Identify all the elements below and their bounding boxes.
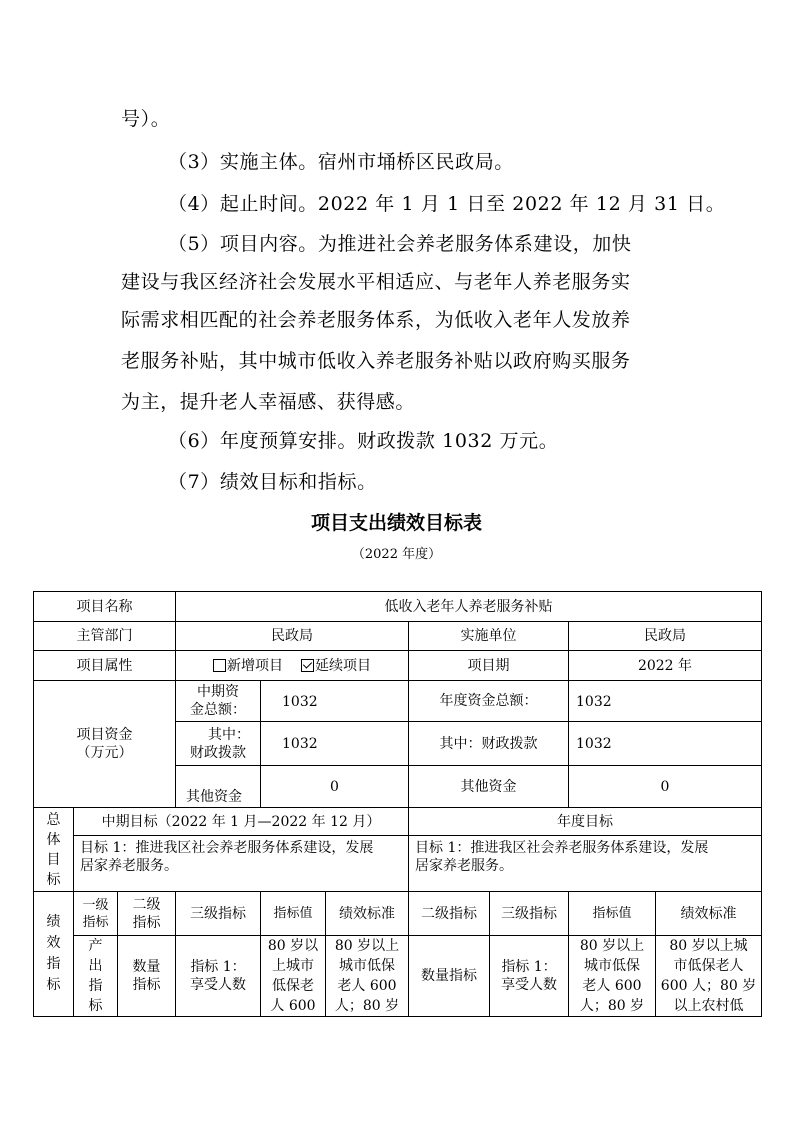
paragraph-line: （5）项目内容。为推进社会养老服务体系建设，加快 (168, 233, 632, 255)
period-label: 项目期 (467, 657, 510, 674)
header-standard: 绩效标准 (339, 905, 395, 922)
period-value: 2022 年 (637, 657, 693, 674)
mid-goal-text: 目标 1：推进我区社会养老服务体系建设，发展 居家养老服务。 (80, 840, 374, 874)
annual-total-value: 1032 (576, 694, 612, 710)
row-standard: 80 岁以上 城市低保 老人 600 人；80 岁 (334, 938, 400, 1014)
annual-fiscal-label: 其中：财政拨款 (439, 735, 538, 752)
table-subtitle: （2022 年度） (351, 547, 442, 562)
dept-label: 主管部门 (76, 628, 133, 644)
row-level2: 数量 指标 (132, 959, 161, 993)
annual-goal-label: 年度目标 (557, 813, 613, 830)
project-name-label: 项目名称 (76, 598, 133, 615)
mid-total-value: 1032 (282, 694, 318, 710)
row-standard-annual: 80 岁以上城 市低保老人 600 人；80 岁 以上农村低 (660, 938, 757, 1014)
paragraph-line: （6）年度预算安排。财政拨款 1032 万元。 (168, 430, 559, 452)
attr-options (176, 651, 408, 680)
attr-cont-label: 延续项目 (315, 657, 371, 674)
header-level1: 一级 指标 (82, 897, 109, 930)
mid-other-label: 其他资金 (186, 789, 242, 805)
paragraph-line: 为主，提升老人幸福感、获得感。 (121, 391, 416, 413)
perf-side-label: 绩 效 指 标 (46, 914, 61, 993)
mid-fiscal-value: 1032 (282, 736, 318, 752)
mid-goal-label: 中期目标（2022 年 1 月—2022 年 12 月） (101, 813, 381, 830)
paragraph-line: 际需求相匹配的社会养老服务体系，为低收入老年人发放养 (121, 309, 631, 331)
paragraph-line: 建设与我区经济社会发展水平相适应、与老年人养老服务实 (121, 271, 631, 293)
mid-total-label: 中期资 金总额： (190, 684, 246, 718)
paragraph-line: 老服务补贴，其中城市低收入养老服务补贴以政府购买服务 (121, 350, 631, 372)
header-level3: 三级指标 (190, 905, 246, 922)
impl-unit-label: 实施单位 (460, 628, 517, 644)
header-level3-annual: 三级指标 (501, 905, 557, 922)
row-level3: 指标 1： 享受人数 (190, 959, 246, 993)
row-level1: 产 出 指 标 (88, 938, 103, 1014)
attr-new-label: 新增项目 (227, 657, 283, 674)
mid-fiscal-label: 其中： 财政拨款 (190, 726, 250, 761)
row-value: 80 岁以 上城市 低保老 人 600 (267, 938, 319, 1014)
annual-other-value: 0 (660, 778, 670, 795)
annual-total-label: 年度资金总额： (439, 693, 538, 709)
header-standard-annual: 绩效标准 (680, 905, 737, 922)
annual-other-label: 其他资金 (460, 778, 517, 795)
header-level2-annual: 二级指标 (421, 905, 477, 922)
paragraph-line: （3）实施主体。宿州市埇桥区民政局。 (168, 151, 514, 173)
paragraph-line: 号）。 (121, 108, 171, 130)
unchecked-box-icon (213, 659, 226, 672)
header-value: 指标值 (273, 906, 313, 921)
header-value-annual: 指标值 (592, 906, 632, 921)
paragraph-line: （4）起止时间。2022 年 1 月 1 日至 2022 年 12 月 31 日。 (168, 193, 726, 215)
paragraph-line: （7）绩效目标和指标。 (168, 471, 377, 493)
header-level2: 二级 指标 (132, 896, 161, 931)
annual-goal-text: 目标 1：推进我区社会养老服务体系建设，发展 居家养老服务。 (415, 840, 709, 874)
row-level2-annual: 数量指标 (421, 968, 477, 984)
table-title: 项目支出绩效目标表 (310, 512, 482, 534)
goal-side-label: 总 体 目 标 (46, 811, 61, 888)
attr-label: 项目属性 (76, 657, 133, 674)
impl-unit-value: 民政局 (644, 628, 686, 644)
row-value-annual: 80 岁以上 城市低保 老人 600 人；80 岁 (579, 938, 645, 1014)
project-name-value: 低收入老年人养老服务补贴 (384, 598, 553, 615)
checked-box-icon (301, 659, 314, 672)
row-level3-annual: 指标 1： 享受人数 (501, 959, 557, 993)
annual-fiscal-value: 1032 (576, 736, 612, 752)
funds-label: 项目资金 （万元） (76, 727, 133, 761)
dept-value: 民政局 (271, 628, 313, 644)
mid-other-value: 0 (330, 778, 339, 795)
